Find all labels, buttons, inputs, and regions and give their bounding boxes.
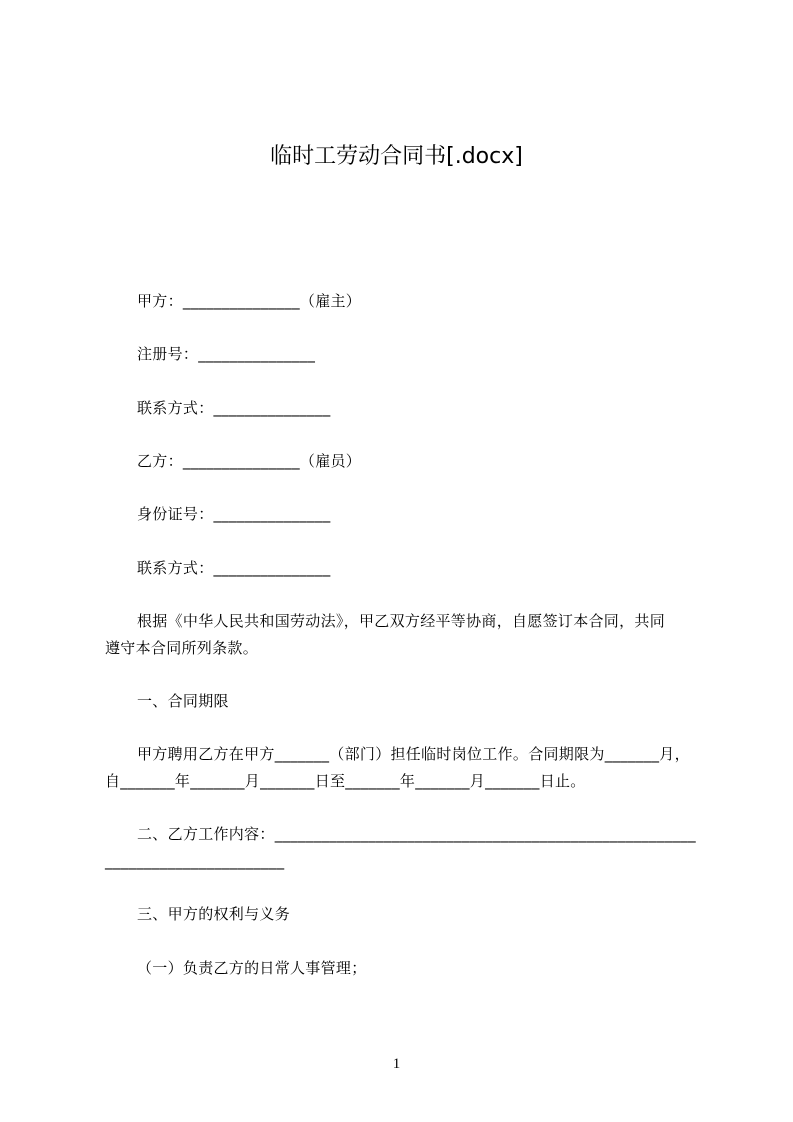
section3-heading: 三、甲方的权利与义务 [137, 905, 291, 923]
page-number: 1 [392, 1056, 401, 1072]
section1-text-line2: 自_______年_______月_______日至_______年_______月_______日止。 [105, 772, 586, 790]
party-a-line: 甲方：_______________（雇主） [137, 292, 362, 310]
section3-item1: （一）负责乙方的日常人事管理； [137, 959, 367, 977]
section2-text-line1: 二、乙方工作内容：______________________________________________________ [137, 825, 696, 843]
section1-heading: 一、合同期限 [137, 692, 229, 710]
party-b-line: 乙方：_______________（雇员） [137, 452, 362, 470]
intro-paragraph-line2: 遵守本合同所列条款。 [105, 639, 259, 657]
registration-number-line: 注册号：_______________ [137, 345, 316, 363]
document-title: 临时工劳动合同书[.docx] [270, 144, 523, 169]
party-b-contact-line: 联系方式：_______________ [137, 559, 331, 577]
intro-paragraph-line1: 根据《中华人民共和国劳动法》，甲乙双方经平等协商，自愿签订本合同，共同 [137, 612, 666, 630]
section2-text-line2: _______________________ [105, 852, 285, 870]
section1-text-line1: 甲方聘用乙方在甲方_______（部门）担任临时岗位工作。合同期限为_______月， [137, 745, 690, 763]
party-a-contact-line: 联系方式：_______________ [137, 399, 331, 417]
id-number-line: 身份证号：_______________ [137, 505, 331, 523]
